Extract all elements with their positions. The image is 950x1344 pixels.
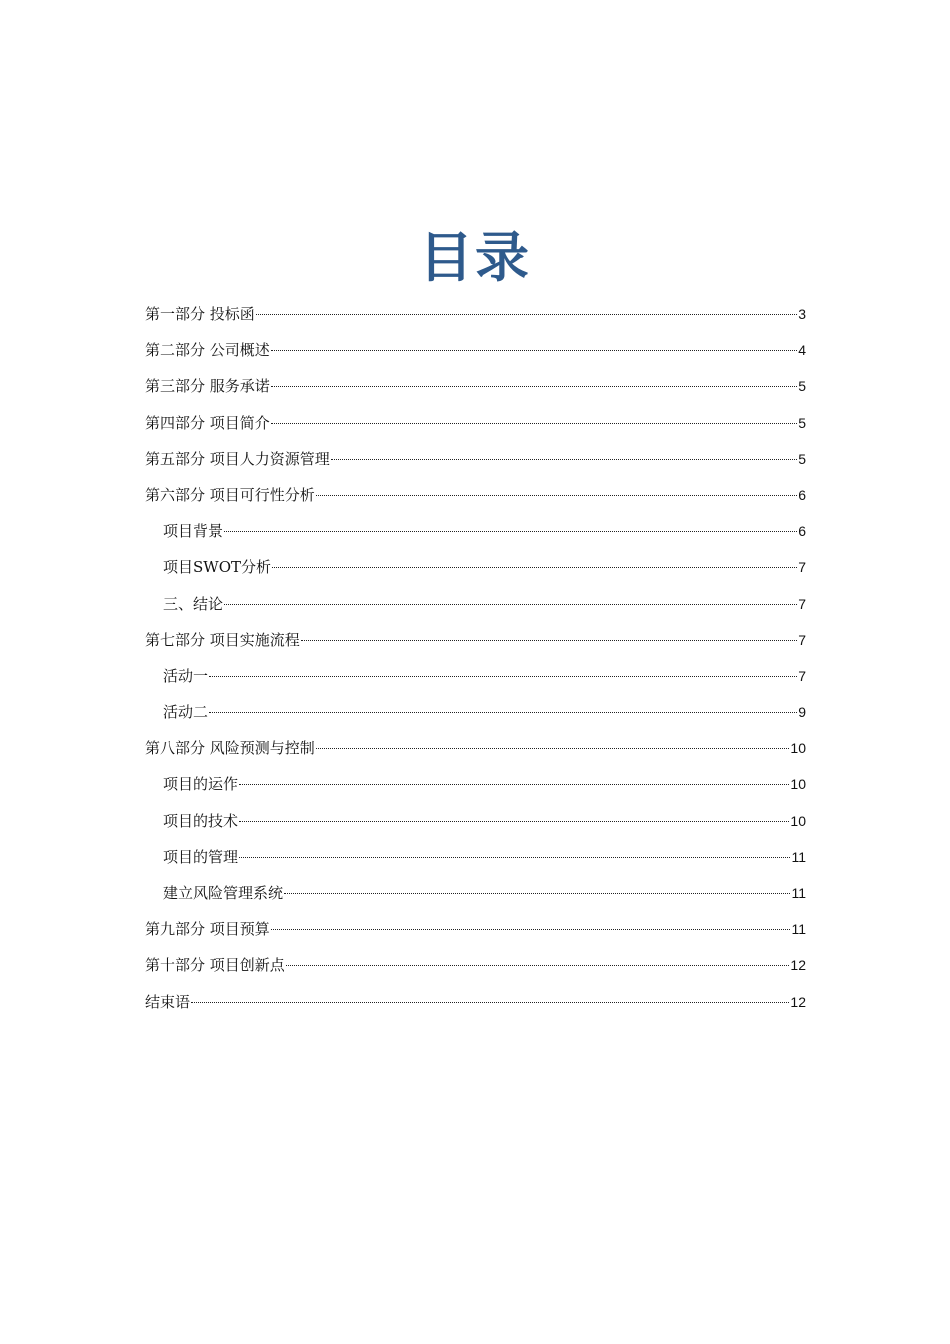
toc-entry-page-number: 7: [798, 667, 806, 684]
toc-entry-page-number: 6: [798, 523, 806, 540]
toc-entry[interactable]: [145, 694, 806, 730]
toc-entry-page-number: 11: [791, 885, 806, 901]
toc-entry[interactable]: [145, 549, 806, 585]
toc-dot-leader: [224, 604, 797, 605]
toc-entry[interactable]: [145, 405, 806, 441]
toc-dot-leader: [271, 929, 791, 930]
toc-title: 目录: [419, 225, 531, 289]
toc-entry-label: 第九部分 项目预算: [145, 920, 270, 939]
toc-entry[interactable]: [145, 984, 806, 1020]
toc-dot-leader: [271, 350, 797, 351]
toc-dot-leader: [286, 965, 790, 966]
toc-entry-label: 建立风险管理系统: [163, 884, 284, 902]
toc-entry-label: 第八部分 风险预测与控制: [145, 739, 315, 758]
toc-entry-label: 活动一: [163, 666, 209, 685]
toc-dot-leader: [316, 495, 797, 496]
toc-dot-leader: [284, 893, 790, 894]
toc-entry[interactable]: [145, 477, 806, 513]
toc-entry[interactable]: [145, 658, 806, 694]
toc-entry-page-number: 11: [791, 921, 806, 938]
toc-entry[interactable]: [145, 730, 806, 766]
toc-entry-label: 三、结论: [163, 594, 224, 613]
toc-entry-page-number: 10: [790, 740, 806, 757]
toc-entry-label: 项目的管理: [163, 847, 239, 866]
toc-entry-page-number: 5: [798, 378, 806, 395]
toc-entry-page-number: 5: [798, 414, 806, 431]
toc-entry[interactable]: [145, 441, 806, 477]
toc-dot-leader: [239, 784, 789, 785]
toc-entry-label: 项目的运作: [163, 775, 239, 794]
toc-dot-leader: [271, 386, 797, 387]
toc-dot-leader: [331, 459, 797, 460]
toc-entry-label: 第二部分 公司概述: [145, 341, 270, 360]
toc-dot-leader: [239, 857, 790, 858]
toc-dot-leader: [316, 748, 790, 749]
toc-entry-page-number: 4: [798, 342, 806, 359]
toc-entry-page-number: 3: [798, 306, 806, 322]
toc-entry[interactable]: [145, 296, 806, 332]
toc-entry-page-number: 6: [798, 486, 806, 503]
toc-entry[interactable]: [145, 368, 806, 404]
toc-dot-leader: [256, 314, 797, 315]
toc-entry-label: 第十部分 项目创新点: [145, 956, 285, 975]
toc-entry-page-number: 12: [790, 957, 806, 974]
toc-entry[interactable]: [145, 803, 806, 839]
toc-dot-leader: [209, 712, 797, 713]
toc-entry[interactable]: [145, 875, 806, 911]
toc-entry[interactable]: [145, 947, 806, 983]
toc-dot-leader: [272, 567, 797, 568]
toc-entry[interactable]: [145, 586, 806, 622]
toc-entry[interactable]: [145, 766, 806, 802]
toc-entry[interactable]: [145, 513, 806, 549]
toc-entry-page-number: 5: [798, 450, 806, 467]
toc-dot-leader: [209, 676, 797, 677]
toc-entry-page-number: 9: [798, 704, 806, 721]
toc-entry[interactable]: [145, 622, 806, 658]
toc-dot-leader: [301, 640, 797, 641]
toc-entry-label: 第三部分 服务承诺: [145, 377, 270, 396]
toc-dot-leader: [271, 423, 797, 424]
toc-entry-label: 第六部分 项目可行性分析: [145, 485, 315, 504]
toc-entry-label: 项目背景: [163, 522, 224, 541]
toc-entry-label: 项目的技术: [163, 811, 239, 830]
toc-entry-label: 第七部分 项目实施流程: [145, 630, 300, 649]
toc-dot-leader: [191, 1002, 789, 1003]
toc-entry[interactable]: [145, 332, 806, 368]
toc-entry-page-number: 7: [798, 559, 806, 576]
toc-entry-label: 项目SWOT分析: [163, 558, 271, 577]
toc-dot-leader: [239, 821, 789, 822]
toc-entry-page-number: 11: [791, 848, 806, 865]
toc-entry[interactable]: [145, 911, 806, 947]
toc-entry-label: 第一部分 投标函: [145, 305, 255, 323]
toc-entry-label: 第四部分 项目简介: [145, 413, 270, 432]
toc-entry-label: 结束语: [145, 992, 191, 1011]
toc-entry-label: 活动二: [163, 703, 209, 722]
toc-entry-label: 第五部分 项目人力资源管理: [145, 449, 330, 468]
toc-entry-page-number: 12: [790, 993, 806, 1010]
toc-entry-page-number: 7: [798, 595, 806, 612]
toc-entry[interactable]: [145, 839, 806, 875]
toc-entry-page-number: 10: [790, 776, 806, 793]
toc-dot-leader: [224, 531, 797, 532]
toc-entry-page-number: 7: [798, 631, 806, 648]
toc-entry-page-number: 10: [790, 812, 806, 829]
table-of-contents: [145, 296, 806, 1020]
